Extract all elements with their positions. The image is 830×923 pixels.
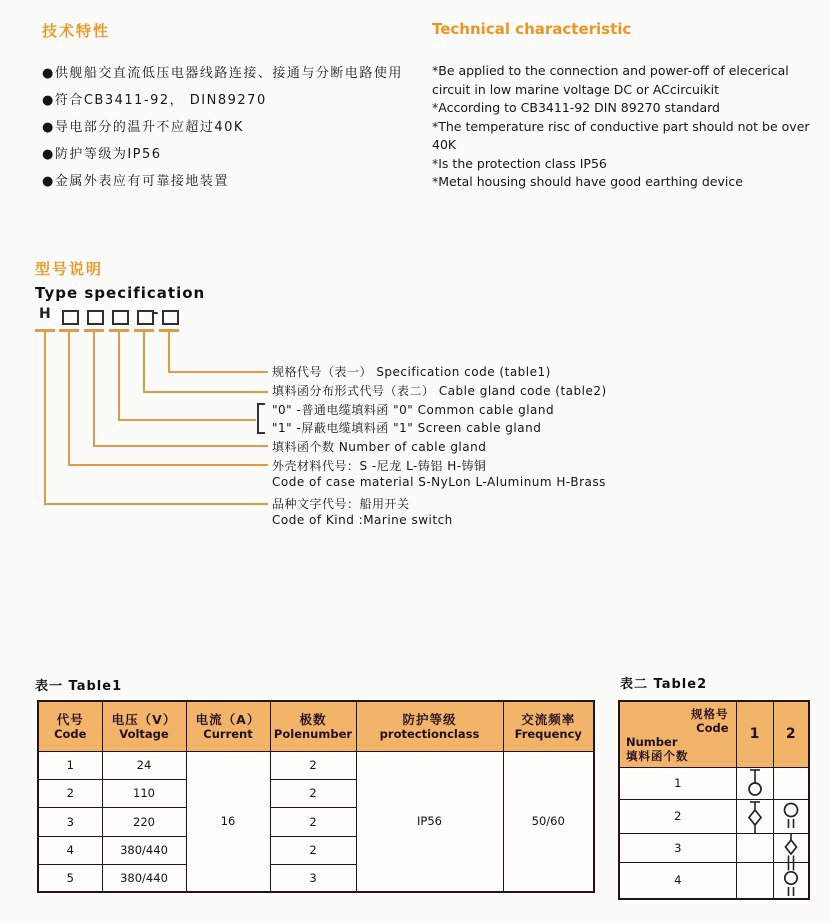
table2-number-cell: 1 xyxy=(619,767,736,799)
code-desc-gland-number: 填料函个数 Number of cable gland xyxy=(272,440,487,454)
code-desc-common-gland: "0" -普通电缆填料函 "0" Common cable gland xyxy=(272,403,555,417)
tech-en-bullet: *The temperature risc of conductive part should not be over 40K xyxy=(432,118,810,152)
model-code-box-4 xyxy=(137,310,154,325)
tech-en-bullet: *Is the protection class IP56 xyxy=(432,155,607,171)
type-spec-title-en: Type specification xyxy=(35,284,206,302)
table1-voltage-cell: 110 xyxy=(102,779,186,807)
table2-corner-bottom-label: Number 填料函个数 xyxy=(626,734,689,763)
table1-voltage-cell: 380/440 xyxy=(102,836,186,864)
table2 xyxy=(618,700,810,900)
tech-en-bullet: *Be applied to the connection and power-off of elecerical circuit in low marine voltage DC or ACcircuikit xyxy=(432,63,789,97)
tech-cn-bullet: ●供舰船交直流低压电器线路连接、接通与分断电路使用 xyxy=(42,66,403,81)
table2-symbol-cell xyxy=(736,799,773,833)
table1-frequency-merged-cell: 50/60 xyxy=(503,751,594,892)
table-row xyxy=(619,833,809,862)
tech-cn-bullet: ●导电部分的温升不应超过40K xyxy=(42,120,244,135)
table2-number-cell: 4 xyxy=(619,862,736,899)
model-code-box-3 xyxy=(112,310,129,325)
table1-voltage-cell: 24 xyxy=(102,751,186,779)
table2-number-cell: 2 xyxy=(619,799,736,833)
code-desc-gland-code: 填料函分布形式代号（表二） Cable gland code (table2) xyxy=(272,384,607,398)
tech-characteristics-cn xyxy=(42,20,422,189)
table2-symbol-cell xyxy=(736,767,773,799)
code-desc-kind-en: Code of Kind :Marine switch xyxy=(272,513,453,527)
table1-title: 表一 Table1 xyxy=(35,679,123,694)
gland-double-top-circle-double-bottom-icon xyxy=(779,863,803,898)
leader-line xyxy=(168,371,268,373)
code-desc-specification: 规格代号（表一） Specification code (table1) xyxy=(272,365,551,379)
model-code-box-2 xyxy=(87,310,104,325)
table2-symbol-cell xyxy=(736,833,773,862)
table2-corner-header xyxy=(619,701,736,767)
table1 xyxy=(37,700,595,893)
model-code-box-5 xyxy=(162,310,179,325)
table2-symbol-cell xyxy=(773,799,809,833)
leader-line xyxy=(118,332,120,421)
tech-cn-bullet-list xyxy=(42,60,432,195)
leader-line xyxy=(93,445,268,447)
leader-line xyxy=(143,391,268,393)
table2-header-col2: 2 xyxy=(773,701,809,767)
leader-line xyxy=(68,464,268,466)
tech-en-bullet-list xyxy=(432,62,824,192)
table1-header-code: 代号 Code xyxy=(38,701,102,751)
leader-line xyxy=(44,503,268,505)
gland-top-bottom-entry-diamond-icon xyxy=(743,800,767,833)
table2-symbol-cell xyxy=(773,767,809,799)
tech-en-bullet: *According to CB3411-92 DIN 89270 standard xyxy=(432,100,720,115)
leader-line xyxy=(143,332,145,393)
table2-symbol-cell xyxy=(773,862,809,899)
table1-header-polenumber: 极数 Polenumber xyxy=(270,701,356,751)
table-row xyxy=(619,799,809,833)
code-desc-screen-gland: "1" -屏蔽电缆填料函 "1" Screen cable gland xyxy=(272,421,542,435)
table1-poles-cell: 3 xyxy=(270,864,356,892)
leader-line xyxy=(168,332,170,373)
gland-top-entry-circle-icon xyxy=(743,768,767,798)
table1-poles-cell: 2 xyxy=(270,807,356,836)
table1-current-merged-cell: 16 xyxy=(186,751,270,892)
table-row xyxy=(619,767,809,799)
table2-symbol-cell xyxy=(736,862,773,899)
table1-code-cell: 5 xyxy=(38,864,102,892)
table1-code-cell: 1 xyxy=(38,751,102,779)
table1-header-current: 电流（A） Current xyxy=(186,701,270,751)
gland-circle-double-bottom-icon xyxy=(779,801,803,831)
table2-symbol-cell xyxy=(773,833,809,862)
gland-top-entry-diamond-double-bottom-icon xyxy=(779,834,803,862)
model-code-box-1 xyxy=(62,310,79,325)
table2-number-cell: 3 xyxy=(619,833,736,862)
code-desc-kind-cn: 品种文字代号：船用开关 xyxy=(272,497,410,511)
table1-header-protectionclass: 防护等级 protectionclass xyxy=(356,701,503,751)
tech-en-bullet: *Metal housing should have good earthing device xyxy=(432,174,743,189)
tech-en-title: Technical characteristic xyxy=(432,20,632,38)
tech-cn-bullet: ●金属外表应有可靠接地装置 xyxy=(42,174,229,189)
table1-protection-merged-cell: IP56 xyxy=(356,751,503,892)
code-desc-material-en: Code of case material S-NyLon L-Aluminum H-Brass xyxy=(272,475,606,489)
leader-line xyxy=(118,419,256,421)
table-row xyxy=(619,862,809,899)
table1-poles-cell: 2 xyxy=(270,836,356,864)
tech-cn-bullet: ●防护等级为IP56 xyxy=(42,147,162,162)
leader-line xyxy=(68,332,70,466)
table1-code-cell: 2 xyxy=(38,779,102,807)
type-spec-title-cn: 型号说明 xyxy=(35,260,104,278)
model-code-letter: H xyxy=(39,306,51,322)
model-code-separator: - xyxy=(153,306,159,321)
table2-title: 表二 Table2 xyxy=(620,677,708,692)
table1-header-voltage: 电压（V） Voltage xyxy=(102,701,186,751)
code-desc-material-cn: 外壳材料代号：S -尼龙 L-铸铝 H-铸铜 xyxy=(272,459,487,473)
table1-poles-cell: 2 xyxy=(270,751,356,779)
table1-poles-cell: 2 xyxy=(270,779,356,807)
option-group-bracket xyxy=(257,403,265,434)
table1-code-cell: 3 xyxy=(38,807,102,836)
table1-voltage-cell: 380/440 xyxy=(102,864,186,892)
leader-line xyxy=(93,332,95,447)
tech-cn-title: 技术特性 xyxy=(42,22,111,40)
table1-code-cell: 4 xyxy=(38,836,102,864)
table2-corner-top-label: 规格号 Code xyxy=(691,707,729,735)
table-row xyxy=(38,751,594,779)
table1-voltage-cell: 220 xyxy=(102,807,186,836)
tech-characteristics-en xyxy=(432,20,824,189)
table1-header-frequency: 交流频率 Frequency xyxy=(503,701,594,751)
table2-header-col1: 1 xyxy=(736,701,773,767)
leader-line xyxy=(44,332,46,505)
tech-cn-bullet: ●符合CB3411-92， DIN89270 xyxy=(42,93,267,108)
